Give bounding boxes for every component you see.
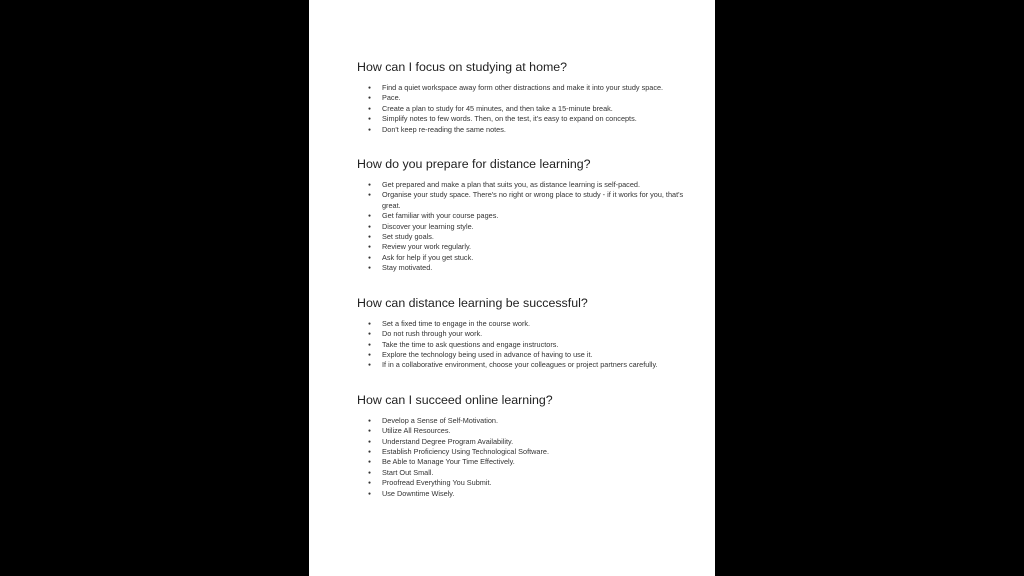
- bullet-list: [357, 83, 685, 135]
- list-item: ● Develop a Sense of Self-Motivation.: [357, 416, 685, 426]
- bullet-list: [357, 319, 685, 371]
- bullet-list: [357, 416, 685, 499]
- list-item: ● Get prepared and make a plan that suits you, as distance learning is self-paced.: [357, 180, 685, 190]
- list-item: ● Understand Degree Program Availability.: [357, 437, 685, 447]
- section-succeed-online-learning: [357, 392, 685, 499]
- list-item: ● Discover your learning style.: [357, 222, 685, 232]
- list-item: ● Establish Proficiency Using Technological Software.: [357, 447, 685, 457]
- list-item: ● Get familiar with your course pages.: [357, 211, 685, 221]
- section-heading: How can distance learning be successful?: [357, 295, 588, 310]
- list-item: ● Ask for help if you get stuck.: [357, 253, 685, 263]
- list-item: ● Set a fixed time to engage in the course work.: [357, 319, 685, 329]
- list-item: ● Start Out Small.: [357, 468, 685, 478]
- section-heading: How do you prepare for distance learning?: [357, 157, 591, 172]
- list-item: ● Proofread Everything You Submit.: [357, 478, 685, 488]
- section-distance-learning-success: [357, 295, 685, 371]
- list-item: ● Utilize All Resources.: [357, 426, 685, 436]
- list-item: ● Don't keep re-reading the same notes.: [357, 125, 685, 135]
- list-item: ● Explore the technology being used in advance of having to use it.: [357, 350, 685, 360]
- section-heading: How can I focus on studying at home?: [357, 60, 568, 74]
- section-heading: How can I succeed online learning?: [357, 392, 553, 407]
- list-item: ● Create a plan to study for 45 minutes, and then take a 15-minute break.: [357, 104, 685, 114]
- document-page: [309, 0, 715, 576]
- list-item: ● Take the time to ask questions and engage instructors.: [357, 340, 685, 350]
- list-item: ● Organise your study space. There's no right or wrong place to study - if it works for you, that's great.: [357, 190, 685, 211]
- list-item: ● Set study goals.: [357, 232, 685, 242]
- list-item: ● Find a quiet workspace away form other distractions and make it into your study space.: [357, 83, 685, 93]
- list-item: ● If in a collaborative environment, choose your colleagues or project partners carefully.: [357, 360, 685, 370]
- section-focus-studying-at-home: [357, 59, 685, 135]
- list-item: ● Simplify notes to few words. Then, on the test, it's easy to expand on concepts.: [357, 114, 685, 124]
- section-prepare-distance-learning: [357, 156, 685, 274]
- list-item: ● Be Able to Manage Your Time Effectively.: [357, 457, 685, 467]
- list-item: ● Use Downtime Wisely.: [357, 489, 685, 499]
- list-item: ● Stay motivated.: [357, 263, 685, 273]
- list-item: ● Do not rush through your work.: [357, 329, 685, 339]
- list-item: ● Review your work regularly.: [357, 242, 685, 252]
- list-item: ● Pace.: [357, 93, 685, 103]
- bullet-list: [357, 180, 685, 274]
